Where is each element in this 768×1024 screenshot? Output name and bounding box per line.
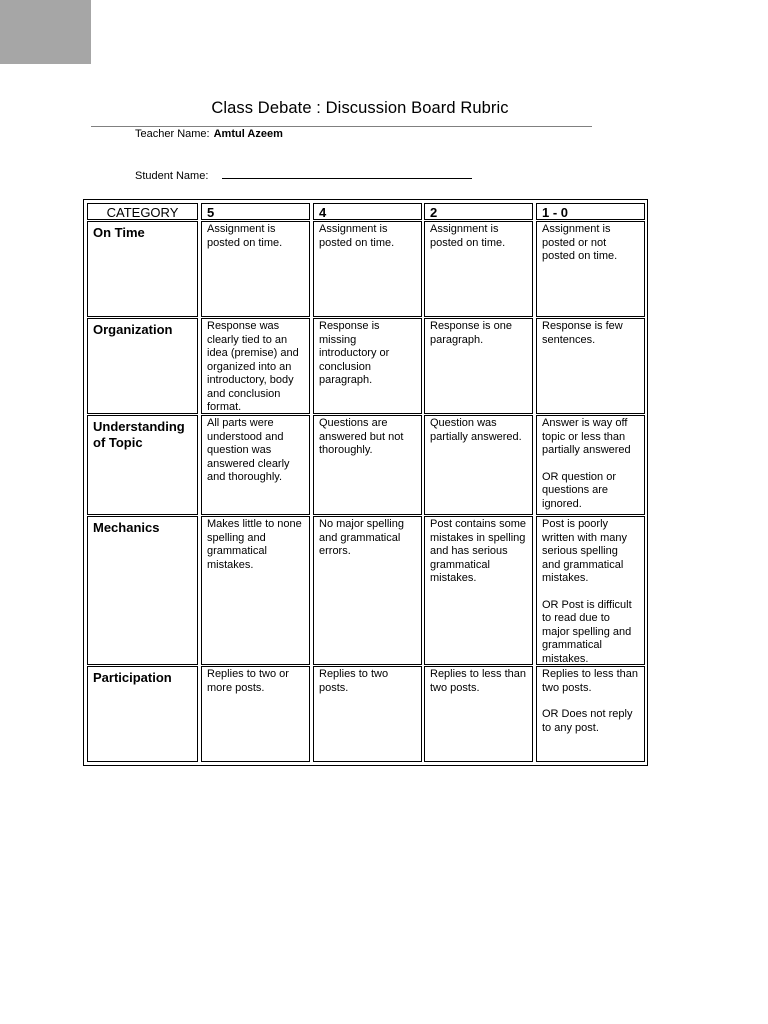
cell-understanding-4	[313, 415, 422, 515]
student-line	[135, 168, 472, 182]
cell-text: Post contains some mistakes in spelling and has serious grammatical mistakes.	[430, 518, 526, 584]
cell-text: Assignment is posted on time.	[207, 223, 283, 249]
cell-mechanics-1-0	[536, 516, 645, 665]
cell-understanding-1-0	[536, 415, 645, 515]
cell-text: Response was clearly tied to an idea (premise) and organized into an introductory, body and conclusion format.	[207, 320, 299, 413]
cell-text: All parts were understood and question was answered clearly and thoroughly.	[207, 417, 290, 483]
cell-text: Assignment is posted or not posted on time.	[542, 223, 618, 262]
title-rule	[91, 126, 592, 127]
cell-participation-2	[424, 666, 533, 762]
teacher-label: Teacher Name:	[135, 128, 210, 140]
corner-block	[0, 0, 91, 64]
cell-text: Response is missing introductory or conclusion paragraph.	[319, 320, 390, 386]
cell-participation-4	[313, 666, 422, 762]
cell-participation-5	[201, 666, 310, 762]
cell-participation-1-0	[536, 666, 645, 762]
page-title: Class Debate : Discussion Board Rubric	[211, 99, 509, 117]
cell-on-time-4	[313, 221, 422, 317]
cell-text-alt: OR question or questions are ignored.	[542, 470, 616, 510]
header-score-2: 2	[424, 203, 533, 220]
cell-on-time-5	[201, 221, 310, 317]
cell-mechanics-5	[201, 516, 310, 665]
cell-text-alt: OR Post is difficult to read due to major spelling and grammatical mistakes.	[542, 598, 632, 665]
cell-on-time-2	[424, 221, 533, 317]
cell-text: Answer is way off topic or less than partially answered	[542, 417, 631, 456]
cell-on-time-1-0	[536, 221, 645, 317]
cell-text: Assignment is posted on time.	[319, 223, 395, 249]
cell-understanding-5	[201, 415, 310, 515]
student-label: Student Name:	[135, 170, 209, 182]
cell-text: Replies to less than two posts.	[430, 668, 526, 694]
cell-organization-1-0	[536, 318, 645, 414]
teacher-line	[135, 128, 283, 140]
row-head-understanding-of-topic: Understanding of Topic	[87, 415, 198, 515]
cell-text: Response is one paragraph.	[430, 320, 512, 346]
cell-text: Response is few sentences.	[542, 320, 623, 346]
cell-mechanics-2	[424, 516, 533, 665]
cell-text: Post is poorly written with many serious spelling and grammatical mistakes.	[542, 518, 627, 584]
cell-organization-4	[313, 318, 422, 414]
cell-text-alt: OR Does not reply to any post.	[542, 708, 633, 734]
cell-text: No major spelling and grammatical errors.	[319, 518, 404, 557]
cell-text: Replies to less than two posts.	[542, 668, 638, 694]
cell-text: Replies to two or more posts.	[207, 668, 289, 694]
rubric-table	[83, 199, 648, 766]
cell-text: Questions are answered but not thoroughly.	[319, 417, 404, 456]
header-score-4: 4	[313, 203, 422, 220]
cell-text: Assignment is posted on time.	[430, 223, 506, 249]
row-head-participation: Participation	[87, 666, 198, 762]
header-score-5: 5	[201, 203, 310, 220]
header-category: CATEGORY	[87, 203, 198, 220]
header-score-1-0: 1 - 0	[536, 203, 645, 220]
row-head-mechanics: Mechanics	[87, 516, 198, 665]
cell-understanding-2	[424, 415, 533, 515]
cell-organization-2	[424, 318, 533, 414]
cell-text: Makes little to none spelling and grammatical mistakes.	[207, 518, 302, 571]
cell-organization-5	[201, 318, 310, 414]
cell-text: Replies to two posts.	[319, 668, 389, 694]
row-head-organization: Organization	[87, 318, 198, 414]
row-head-on-time: On Time	[87, 221, 198, 317]
cell-text: Question was partially answered.	[430, 417, 522, 443]
teacher-name: Amtul Azeem	[213, 128, 283, 140]
cell-mechanics-4	[313, 516, 422, 665]
student-name-blank[interactable]	[222, 168, 472, 179]
